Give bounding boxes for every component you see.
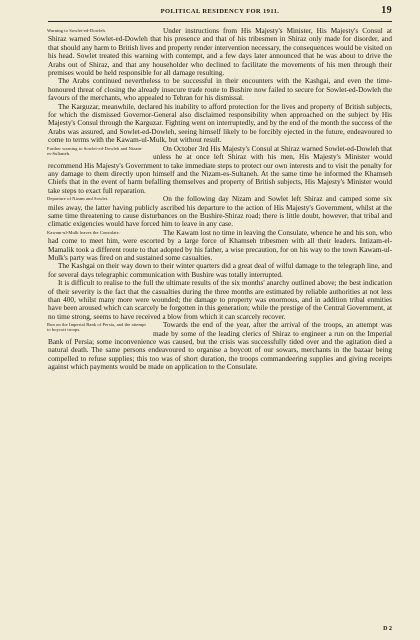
paragraph-text: The Arabs continued nevertheless to be successful in their encounters with the Kashgai, and even the time-honoured threat of closing the already insecure trade route to Bushire now failed to secure for Sowlet-ed-Dowleh the favours of the merchants, who appealed to Tehran for his dismissal.: [48, 77, 392, 103]
paragraph-text: The Karguzar, meanwhile, declared his inability to afford protection for the lives and property of British subjects, for which the dismissed Governor-General also disclaimed responsibility when approached on the subject by His Majesty's Consul through the Karguzar. Fighting went on interruptedly, and by the end of the month the success of the Arabs was assured, and Sowlet-ed-Dowleh, seeing himself likely to be forcibly ejected in the future, endeavoured to come to terms with the Kawam-ul-Mulk, but without result.: [48, 102, 392, 145]
paragraph: [48, 103, 392, 145]
side-note: Departure of Nizam and Sowlet.: [47, 196, 109, 202]
paragraph-text: It is difficult to realise to the full the ultimate results of the six months' anarchy outlined above; the best indication of their severity is the fact that the casualties during the three months are estimated by reliable authorities at not less than 400, whilst many more were wounded; the damage to property was enormous, and in addition tribal enmities have been aroused which can scarcely be forgotten in this generation; while the prestige of the Central Government, at no time strong, seems to have received a blow from which it can scarcely recover.: [48, 279, 392, 321]
side-note: Run on the Imperial Bank of Persia, and the attempt to boycott troops.: [47, 322, 146, 333]
header-rule: [48, 21, 392, 22]
side-note: Warning to Sowlet-ed-Dowleh.: [47, 28, 107, 33]
paragraph: [48, 262, 392, 279]
paragraph-text: The Kashgai on their way down to their winter quarters did a great deal of wilful damage to the telegraph line, and for several days telegraphic communication with Bushire was totally interrupted.: [48, 262, 392, 279]
side-note: Further warning to Sowlet-ed-Dowleh and Nizam-es-Sultaneh.: [47, 145, 143, 156]
paragraph-text: Towards the end of the year, after the arrival of the troops, an attempt was made by some of the leading clerics of Shiraz to engineer a run on the Imperial Bank of Persia; some inconvenience was caused, but the crisis was successfully tided over and the agitation died a natural death. The same persons endeavoured to organise a boycott of our sowars, merchants in the bazaar being compelled to refuse supplies; this too was of short duration, the troops commandeering supplies and giving receipts against which payments would be made on application to the Consulate.: [48, 321, 392, 372]
paragraph: [48, 195, 392, 229]
paragraph: [48, 229, 392, 263]
paragraph: [48, 321, 392, 371]
paragraph: [48, 77, 392, 102]
paragraph: [48, 145, 392, 195]
document-body: [48, 27, 392, 372]
running-title: POLITICAL RESIDENCY FOR 1911.: [160, 8, 280, 15]
paragraph-text: Under instructions from His Majesty's Minister, His Majesty's Consul at Shiraz warned Sowlet-ed-Dowleh that his presence and that of his tribesmen in Shiraz only made for disorder, and that should any harm to British lives and property render intervention necessary, the consequences would be visited on his head. Sowlet treated this warning with contempt, and a few days later announced that he was about to drive the Arabs out of Shiraz, and that any householder who declined to facilitate the movements of his men through their premises would be held responsible for all damage resulting.: [48, 27, 392, 78]
paragraph: [48, 27, 392, 77]
paragraph-text: The Kawam lost no time in leaving the Consulate, whence he and his son, who had come to meet him, were escorted by a large force of Khamseh tribesmen with all their leaders. Intizam-el-Mamalik took a different route to that adopted by his father, a wise precaution, for on his way to the town Kawam-ul-Mulk's party was fired on and sustained some casualties.: [48, 228, 392, 262]
page-number: 19: [381, 5, 392, 16]
paragraph: [48, 279, 392, 321]
side-note: Kawam-ul-Mulk leaves the Consulate.: [47, 229, 120, 235]
paragraph-text: On the following day Nizam and Sowlet left Shiraz and camped some six miles away, the latter having publicly ascribed his departure to the action of His Majesty's Government, whilst at the same time threatening to cause disturbances on the Bushire-Shiraz road; there is little doubt, however, that tribal and climatic exigencies would have forced him to leave in any case.: [48, 195, 392, 229]
running-head: [48, 4, 392, 18]
paragraph-text: On October 3rd His Majesty's Consul at Shiraz warned Sowlet-ed-Dowleh that unless he at once left Shiraz with his men, His Majesty's Minister would recommend His Majesty's Government to take immediate steps to protect our own interests and to visit the penalty for any damage to them directly upon himself and the Nizam-es-Sultaneh. At the same time he informed the Khamseh Chiefs that in the event of harm befalling themselves and property of British subjects, His Majesty's Minister would take steps to exact full reparation.: [48, 144, 392, 195]
signature-mark: D 2: [383, 626, 392, 632]
